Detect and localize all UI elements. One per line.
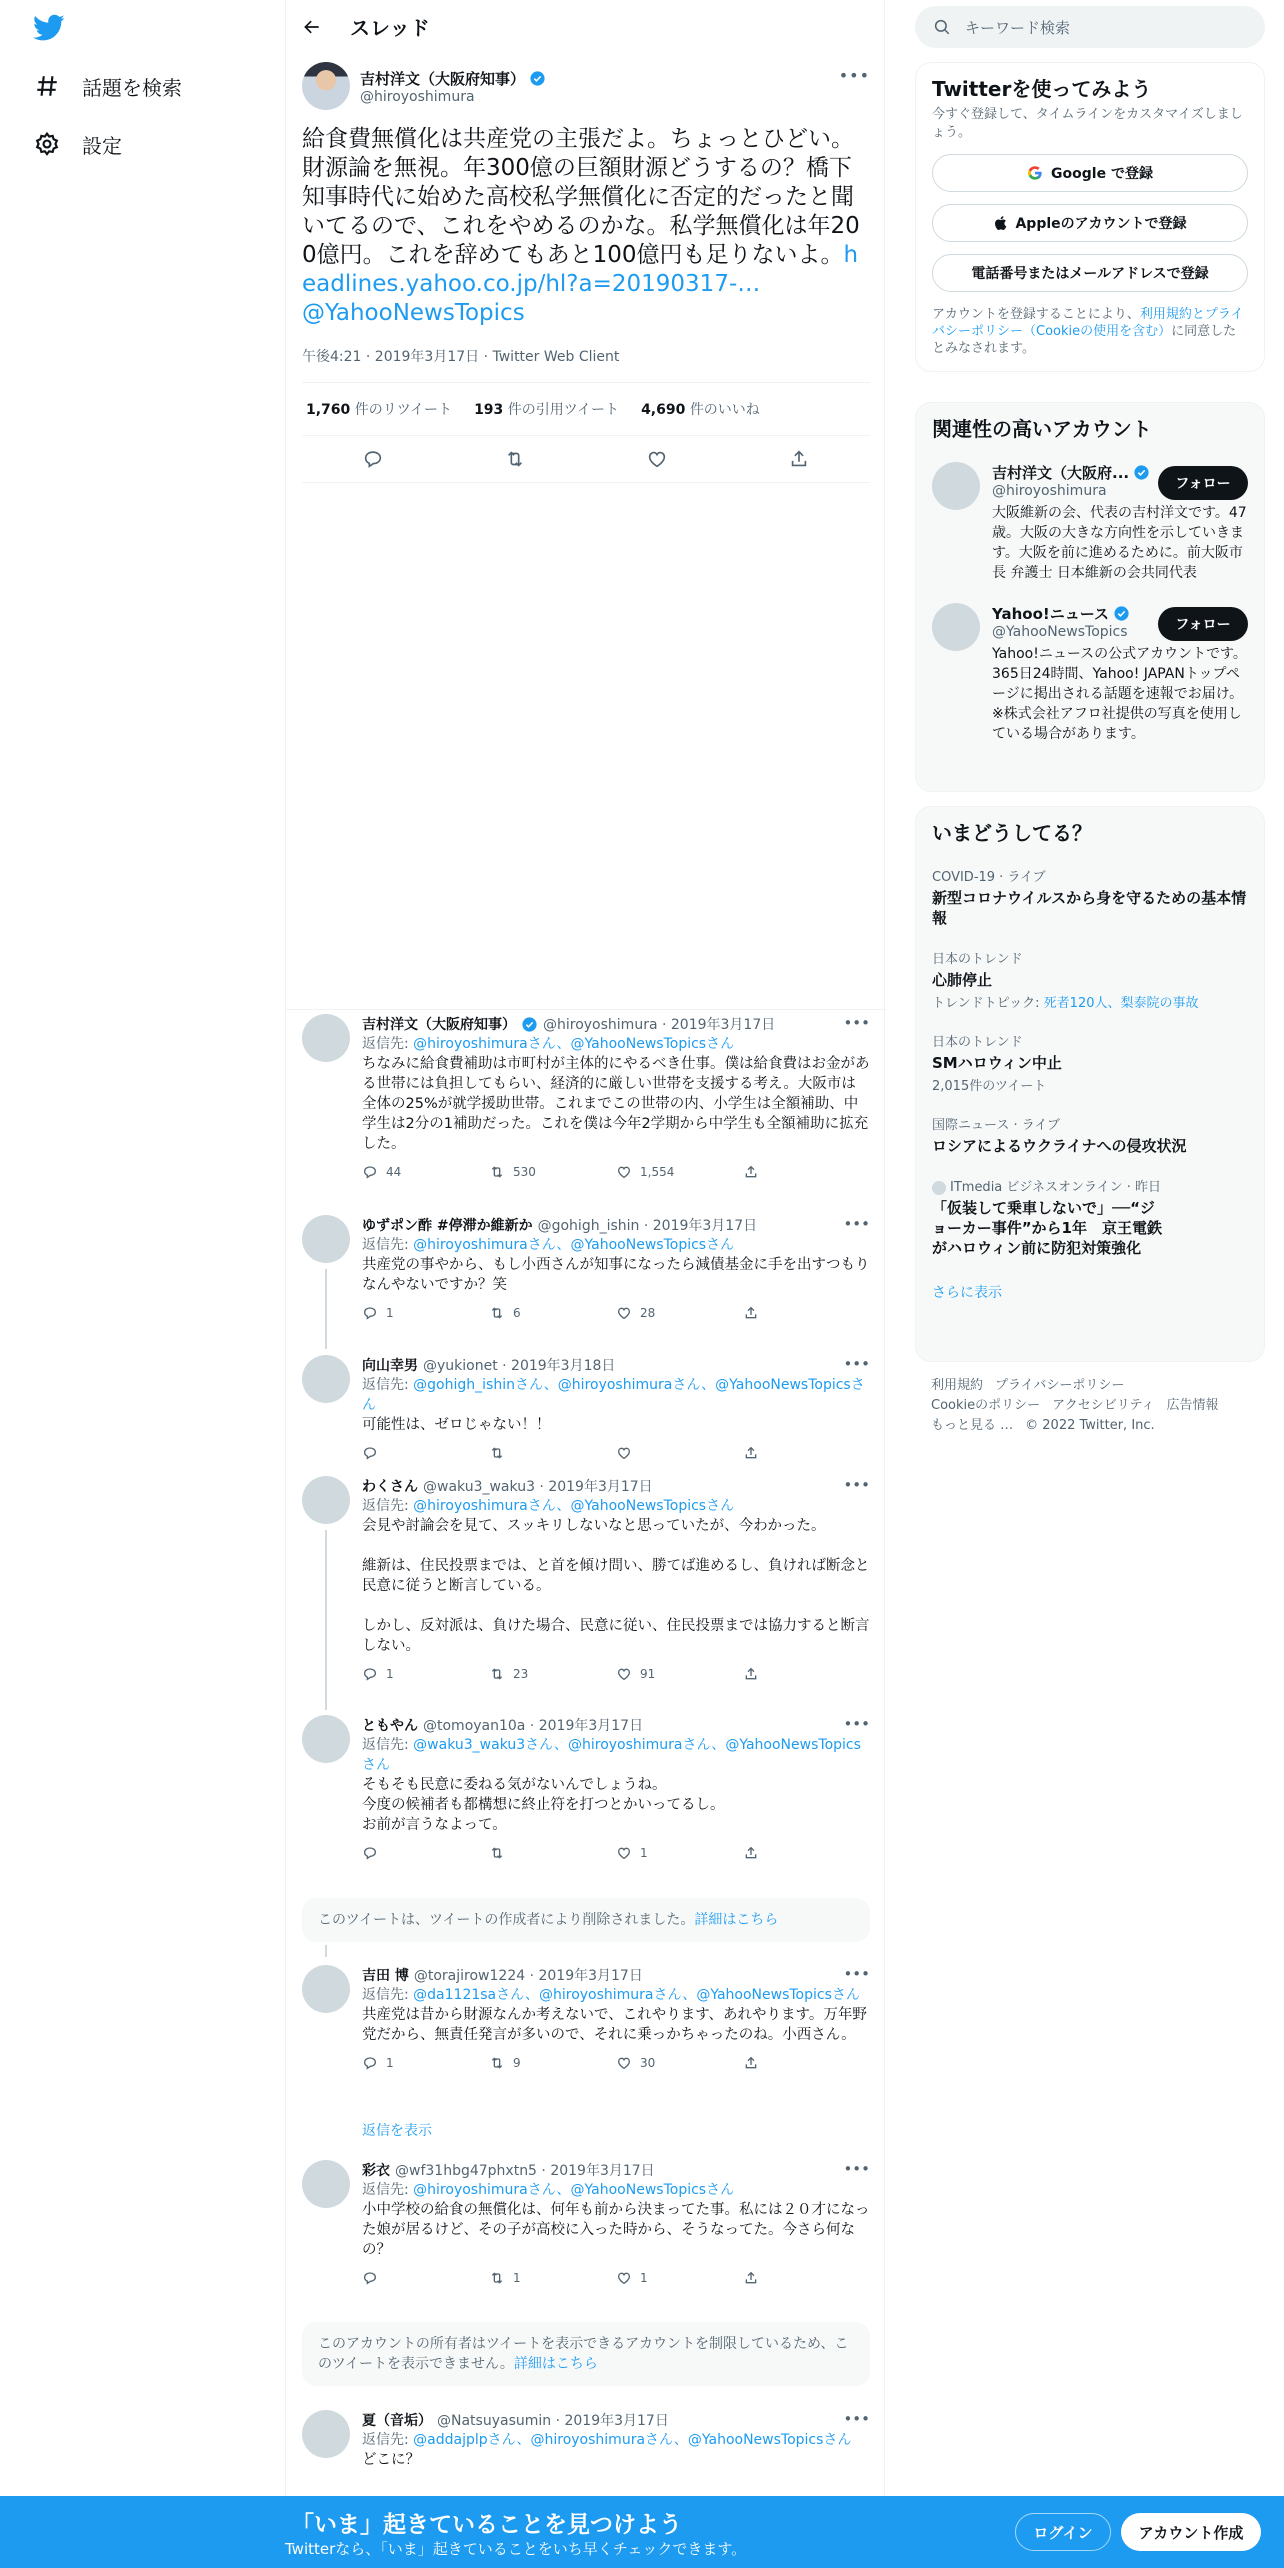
more-options-icon[interactable]: ••• (843, 1965, 870, 1983)
retweet-icon (489, 1666, 505, 1682)
like-button[interactable] (616, 1445, 743, 1461)
retweet-icon (489, 1305, 505, 1321)
footer-link[interactable]: Cookieのポリシー (931, 1398, 1041, 1413)
reply-author-name[interactable]: わくさん (362, 1479, 418, 1495)
reply-tweet[interactable]: 夏（音垢） @Natsuyasumin · 2019年3月17日 ••• 返信先: @addajplpさん、@hiroyoshimuraさん、@YahooNewsTopicsさん どこに？ (286, 2410, 886, 2470)
reply-icon (362, 2055, 378, 2071)
share-icon (743, 1666, 759, 1682)
reply-button[interactable] (362, 1845, 489, 1861)
publisher-avatar (932, 1181, 946, 1195)
share-icon (743, 1845, 759, 1861)
reply-tweet[interactable]: わくさん @waku3_waku3 · 2019年3月17日 ••• 返信先: @hiroyoshimuraさん、@YahooNewsTopicsさん 会見や討論会を見て、スッキリしないなと思っていたが、今わかった。 維新は、住民投票までは、と首を傾け問い、勝てば進めるし、負ければ断念と民意に従うと断言している。 しかし、反対派は、負けた場合、民意に従い、住民投票までは協力すると断言しない。 1 23 91 (286, 1476, 886, 1682)
reply-to-mentions[interactable]: @waku3_waku3さん、@hiroyoshimuraさん、@YahooNewsTopicsさん (362, 1737, 861, 1773)
thread-line (325, 1530, 327, 1710)
avatar[interactable] (302, 1476, 350, 1524)
more-options-icon[interactable]: ••• (843, 1355, 870, 1373)
account-name[interactable]: 吉村洋文（大阪府... (992, 464, 1130, 482)
hashtag-icon (34, 73, 60, 99)
retweet-button[interactable] (489, 1445, 616, 1461)
reply-to-mentions[interactable]: @da1121saさん、@hiroyoshimuraさん、@YahooNewsTopicsさん (413, 1987, 860, 2003)
retweet-button[interactable] (489, 1845, 616, 1861)
quote-count[interactable]: 193 件の引用ツイート (474, 402, 620, 418)
tweet-stats (302, 383, 870, 436)
avatar[interactable] (302, 1715, 350, 1763)
reply-author-name[interactable]: 夏（音垢） (362, 2413, 432, 2429)
reply-actions (362, 2055, 870, 2071)
retweet-button[interactable]: 6 (489, 1305, 616, 1321)
account-name[interactable]: Yahoo!ニュース (992, 605, 1109, 623)
google-signup-button[interactable]: Google で登録 (932, 154, 1248, 192)
reply-tweet[interactable]: 吉村洋文（大阪府知事） @hiroyoshimura · 2019年3月17日 ••• 返信先: @hiroyoshimuraさん、@YahooNewsTopicsさん ちなみに給食費補助は市町村が主体的にやるべき仕事。僕は給食費はお金がある世帯には負担してもらい、経済的に厳しい世帯を支援する考え。大阪市は全体の25%が就学援助世帯。これまでこの世帯の内、小学生は全額補助、中学生は2分の1補助だった。これを僕は今年2学期から中学生も全額補助に拡充した。 44 530 1,554 (286, 1014, 886, 1180)
avatar[interactable] (302, 2410, 350, 2458)
thread-header (286, 0, 884, 53)
reply-text: どこに？ (362, 2452, 420, 2468)
reply-text: 会見や討論会を見て、スッキリしないなと思っていたが、今わかった。 維新は、住民投票までは、と首を傾け問い、勝てば進めるし、負ければ断念と民意に従うと断言している。 しかし、反対派は、負けた場合、民意に従い、住民投票までは協力すると断言しない。 (362, 1518, 870, 1654)
more-options-icon[interactable]: ••• (843, 2410, 870, 2428)
search-icon (933, 18, 951, 36)
account-bio: Yahoo!ニュースの公式アカウントです。365日24時間、Yahoo! JAPANトップページに掲出される話題を速報でお届け。※株式会社アフロ社提供の写真を使用している場合があります。 (992, 646, 1247, 742)
more-options-icon[interactable]: ••• (843, 1215, 870, 1233)
like-icon (616, 2055, 632, 2071)
retweet-icon (489, 2055, 505, 2071)
signup-subtitle: 今すぐ登録して、タイムラインをカスタマイズしましょう。 (932, 107, 1243, 140)
verified-badge-icon (1113, 605, 1130, 622)
show-replies-link[interactable]: 返信を表示 (362, 2123, 432, 2139)
twitter-logo-icon[interactable] (33, 14, 65, 42)
footer-links (931, 1376, 1261, 1436)
footer-link[interactable]: 利用規約 (931, 1378, 984, 1393)
reply-tweet[interactable]: ともやん @tomoyan10a · 2019年3月17日 ••• 返信先: @waku3_waku3さん、@hiroyoshimuraさん、@YahooNewsTopicsさん そもそも民意に委ねる気がないんでしょうね。 今度の候補者も都構想に終止符を打つとかいってるし。 お前が言うなよって。 1 (286, 1715, 886, 1861)
like-icon (616, 1445, 632, 1461)
account-handle[interactable]: @hiroyoshimura (992, 483, 1107, 499)
share-icon (743, 1305, 759, 1321)
reply-to-mentions[interactable]: @hiroyoshimuraさん、@YahooNewsTopicsさん (413, 1498, 735, 1514)
share-button[interactable] (743, 2270, 870, 2286)
tweet-link[interactable]: headlines.yahoo.co.jp/hl?a=20190317-… (302, 242, 859, 297)
tweet-timestamp[interactable]: 午後4:21 · 2019年3月17日 · Twitter Web Client (302, 346, 870, 383)
like-icon (616, 1305, 632, 1321)
like-button[interactable]: 30 (616, 2055, 743, 2071)
share-icon (743, 2270, 759, 2286)
search-input[interactable] (915, 6, 1265, 48)
reply-meta[interactable]: @waku3_waku3 · 2019年3月17日 (423, 1479, 653, 1495)
like-icon (616, 1666, 632, 1682)
reply-author-name[interactable]: 彩衣 (362, 2163, 390, 2179)
learn-more-link[interactable]: 詳細はこちら (513, 2356, 598, 2372)
nav-explore[interactable] (34, 66, 182, 106)
back-arrow-icon[interactable] (302, 17, 322, 37)
retweet-icon (489, 1845, 505, 1861)
reply-text: 共産党は昔から財源なんか考えないで、これやります、あれやります。万年野党だから、無責任発言が多いので、それに乗っかちゃったのね。小西さん。 (362, 2007, 867, 2043)
author-avatar[interactable] (302, 62, 350, 110)
share-icon (743, 1164, 759, 1180)
thread-line (325, 1269, 327, 1349)
footer-link[interactable]: アクセシビリティ (1052, 1398, 1155, 1413)
reply-meta[interactable]: @hiroyoshimura · 2019年3月17日 (543, 1017, 776, 1033)
reply-icon (362, 1445, 378, 1461)
apple-icon (993, 215, 1007, 231)
verified-badge-icon (1133, 464, 1150, 481)
gear-icon (34, 131, 60, 157)
bottom-signup-bar (0, 2496, 1284, 2568)
related-account[interactable] (916, 452, 1264, 593)
trend-item[interactable]: 日本のトレンド 心肺停止 トレンドトピック: 死者120人、梨泰院の事故 (932, 952, 1199, 1011)
reply-actions (362, 1666, 870, 1682)
reply-actions (362, 2270, 870, 2286)
trend-item[interactable]: 日本のトレンド SMハロウィン中止 2,015件のツイート (932, 1035, 1062, 1094)
deleted-tweet-notice: このツイートは、ツイートの作成者により削除されました。詳細はこちら (302, 1898, 870, 1942)
retweet-button[interactable]: 530 (489, 1164, 616, 1180)
like-button[interactable]: 1 (616, 1845, 743, 1861)
verified-badge-icon (521, 1016, 538, 1033)
signup-title: Twitterを使ってみよう (932, 77, 1152, 101)
reply-tweet[interactable]: ゆずポン酢 #停滞か維新か @gohigh_ishin · 2019年3月17日 ••• 返信先: @hiroyoshimuraさん、@YahooNewsTopicsさん 共産党の事やから、もし小西さんが知事になったら減債基金に手を出すつもりなんやないですか？笑 1 6 28 (286, 1215, 886, 1321)
more-options-icon[interactable]: ••• (843, 2160, 870, 2178)
reply-tweet[interactable]: 向山幸男 @yukionet · 2019年3月18日 ••• 返信先: @gohigh_ishinさん、@hiroyoshimuraさん、@YahooNewsTopicsさん 可能性は、ゼロじゃない！！ (286, 1355, 886, 1461)
reply-button[interactable]: 1 (362, 2055, 489, 2071)
trend-item[interactable]: 国際ニュース · ライブ ロシアによるウクライナへの侵攻状況 (932, 1118, 1187, 1155)
more-options-icon[interactable]: ••• (843, 1715, 870, 1733)
related-title: 関連性の高いアカウント (932, 417, 1152, 441)
footer-link[interactable]: プライバシーポリシー (995, 1378, 1125, 1393)
retweet-icon[interactable] (504, 448, 526, 470)
related-accounts-card (915, 402, 1265, 792)
retweet-icon (489, 1445, 505, 1461)
reply-icon (362, 1305, 378, 1321)
share-button[interactable] (743, 1666, 870, 1682)
reply-button[interactable]: 1 (362, 1305, 489, 1321)
copyright: © 2022 Twitter, Inc. (1025, 1418, 1155, 1433)
share-button[interactable] (743, 1305, 870, 1321)
like-icon (616, 1845, 632, 1861)
reply-author-name[interactable]: ゆずポン酢 #停滞か維新か (362, 1218, 533, 1234)
reply-text: そもそも民意に委ねる気がないんでしょうね。 今度の候補者も都構想に終止符を打つとかいってるし。 お前が言うなよって。 (362, 1777, 725, 1833)
reply-meta[interactable]: @Natsuyasumin · 2019年3月17日 (437, 2413, 669, 2429)
reply-to-mentions[interactable]: @gohigh_ishinさん、@hiroyoshimuraさん、@YahooNewsTopicsさん (362, 1377, 865, 1413)
reply-author-name[interactable]: 吉村洋文（大阪府知事） (362, 1017, 516, 1033)
reply-to-mentions[interactable]: @hiroyoshimuraさん、@YahooNewsTopicsさん (413, 2182, 735, 2198)
reply-button[interactable]: 1 (362, 1666, 489, 1682)
reply-button[interactable] (362, 1445, 489, 1461)
retweet-button[interactable]: 1 (489, 2270, 616, 2286)
reply-author-name[interactable]: 吉田 博 (362, 1968, 409, 1984)
like-count[interactable]: 4,690 件のいいね (641, 402, 760, 418)
reply-to-mentions[interactable]: @hiroyoshimuraさん、@YahooNewsTopicsさん (413, 1036, 735, 1052)
trend-item[interactable]: COVID-19 · ライブ 新型コロナウイルスから身を守るための基本情報 (932, 870, 1247, 927)
more-options-icon[interactable]: ••• (843, 1014, 870, 1032)
related-account[interactable] (916, 593, 1264, 754)
reply-meta[interactable]: @wf31hbg47phxtn5 · 2019年3月17日 (395, 2163, 655, 2179)
trend-item[interactable]: ITmedia ビジネスオンライン · 昨日 「仮装して乗車しないで」──“ジョーカー事件”から1年 京王電鉄がハロウィン前に防犯対策強化 (932, 1180, 1162, 1257)
signup-button[interactable]: アカウント作成 (1121, 2513, 1261, 2551)
share-button[interactable] (743, 1845, 870, 1861)
reply-icon[interactable] (362, 448, 384, 470)
share-icon (743, 1445, 759, 1461)
learn-more-link[interactable]: 詳細はこちら (694, 1912, 779, 1928)
reply-icon (362, 1666, 378, 1682)
reply-button[interactable] (362, 2270, 489, 2286)
retweet-icon (489, 1164, 505, 1180)
follow-button[interactable]: フォロー (1158, 466, 1248, 500)
reply-meta[interactable]: @torajirow1224 · 2019年3月17日 (413, 1968, 643, 1984)
tweet-mention[interactable]: @YahooNewsTopics (302, 300, 525, 326)
signup-card (915, 62, 1265, 372)
share-button[interactable] (743, 1164, 870, 1180)
reply-text: ちなみに給食費補助は市町村が主体的にやるべき仕事。僕は給食費はお金がある世帯には負担してもらい、経済的に厳しい世帯を支援する考え。大阪市は全体の25%が就学援助世帯。これまでこの世帯の内、小学生は全額補助、中学生は2分の1補助だった。これを僕は今年2学期から中学生も全額補助に拡充した。 (362, 1056, 870, 1152)
reply-author-name[interactable]: ともやん (362, 1718, 418, 1734)
avatar[interactable] (302, 1965, 350, 2013)
page-title: スレッド (350, 16, 430, 40)
reply-icon (362, 2270, 378, 2286)
account-handle[interactable]: @YahooNewsTopics (992, 624, 1128, 640)
google-icon (1027, 165, 1043, 181)
share-icon[interactable] (788, 448, 810, 470)
retweet-icon (489, 2270, 505, 2286)
main-tweet (302, 62, 870, 483)
avatar[interactable] (302, 2160, 350, 2208)
apple-signup-button[interactable]: Appleのアカウントで登録 (932, 204, 1248, 242)
reply-author-name[interactable]: 向山幸男 (362, 1358, 418, 1374)
reply-to-mentions[interactable]: @addajplpさん、@hiroyoshimuraさん、@YahooNewsTopicsさん (413, 2432, 852, 2448)
reply-icon (362, 1164, 378, 1180)
reply-button[interactable]: 44 (362, 1164, 489, 1180)
show-more-link[interactable]: さらに表示 (932, 1285, 1002, 1301)
reply-meta[interactable]: @tomoyan10a · 2019年3月17日 (423, 1718, 644, 1734)
account-bio: 大阪維新の会、代表の吉村洋文です。47歳。大阪の大きな方向性を示していきます。大阪を前に進めるために。前大阪市長 弁護士 日本維新の会共同代表 (992, 505, 1247, 581)
retweet-count[interactable]: 1,760 件のリツイート (306, 402, 453, 418)
like-button[interactable]: 91 (616, 1666, 743, 1682)
signup-legal-text: アカウントを登録することにより、利用規約とプライバシーポリシー（Cookieの使用を含む）に同意したとみなされます。 (932, 307, 1244, 356)
reply-to-mentions[interactable]: @hiroyoshimuraさん、@YahooNewsTopicsさん (413, 1237, 735, 1253)
avatar[interactable] (302, 1215, 350, 1263)
reply-tweet[interactable]: 吉田 博 @torajirow1224 · 2019年3月17日 ••• 返信先: @da1121saさん、@hiroyoshimuraさん、@YahooNewsTopicsさん 共産党は昔から財源なんか考えないで、これやります、あれやります。万年野党だから、無責任発言が多いので、それに乗っかちゃったのね。小西さん。 1 9 30 (286, 1965, 886, 2071)
reply-text: 可能性は、ゼロじゃない！！ (362, 1417, 551, 1433)
trends-card (915, 806, 1265, 1362)
author-handle[interactable]: @hiroyoshimura (360, 88, 475, 105)
share-button[interactable] (743, 2055, 870, 2071)
thread-line (325, 1945, 327, 1957)
left-nav (0, 0, 285, 2568)
retweet-button[interactable]: 23 (489, 1666, 616, 1682)
search-placeholder: キーワード検索 (965, 18, 1071, 37)
like-icon (616, 1164, 632, 1180)
retweet-button[interactable]: 9 (489, 2055, 616, 2071)
reply-text: 共産党の事やから、もし小西さんが知事になったら減債基金に手を出すつもりなんやないですか？笑 (362, 1257, 870, 1293)
reply-tweet[interactable]: 彩衣 @wf31hbg47phxtn5 · 2019年3月17日 ••• 返信先: @hiroyoshimuraさん、@YahooNewsTopicsさん 小中学校の給食の無償化は、何年も前から決まってた事。私には２０才になった娘が居るけど、その子が高校に入った時から、そうなってた。今さら何なの？ 1 1 (286, 2160, 886, 2286)
more-options-icon[interactable]: ••• (843, 1476, 870, 1494)
tweet-text: 給食費無償化は共産党の主張だよ。ちょっとひどい。財源論を無視。年300億の巨額財源どうするの？橋下知事時代に始めた高校私学無償化に否定的だったと聞いてるので、これをやめるのかな。私学無償化は年200億円。これを辞めてもあと100億円も足りないよ。headlines.yahoo.co.jp/hl?a=20190317-… @YahooNewsTopics (302, 126, 860, 326)
share-icon (743, 2055, 759, 2071)
media-placeholder (286, 480, 886, 1010)
main-column (285, 0, 885, 2568)
reply-actions (362, 1305, 870, 1321)
like-button[interactable]: 28 (616, 1305, 743, 1321)
author-name[interactable]: 吉村洋文（大阪府知事） (360, 69, 526, 88)
phone-email-signup-button[interactable]: 電話番号またはメールアドレスで登録 (932, 254, 1248, 292)
avatar[interactable] (932, 462, 980, 510)
follow-button[interactable]: フォロー (1158, 607, 1248, 641)
avatar[interactable] (302, 1355, 350, 1403)
more-options-icon[interactable]: ••• (838, 66, 870, 85)
login-button[interactable]: ログイン (1015, 2513, 1111, 2551)
footer-link[interactable]: 広告情報 (1166, 1398, 1219, 1413)
share-button[interactable] (743, 1445, 870, 1461)
bottom-bar-headline: 「いま」起きていることを見つけよう (291, 2512, 682, 2538)
reply-icon (362, 1845, 378, 1861)
reply-actions (362, 1845, 870, 1861)
like-button[interactable]: 1,554 (616, 1164, 743, 1180)
like-button[interactable]: 1 (616, 2270, 743, 2286)
nav-settings-label: 設定 (82, 133, 122, 158)
like-icon[interactable] (646, 448, 668, 470)
bottom-bar-subtitle: Twitterなら、「いま」起きていることをいち早くチェックできます。 (285, 2540, 747, 2558)
footer-link[interactable]: もっと見る … (931, 1418, 1014, 1433)
nav-explore-label: 話題を検索 (82, 75, 182, 100)
verified-badge-icon (529, 70, 546, 87)
reply-meta[interactable]: @gohigh_ishin · 2019年3月17日 (537, 1218, 758, 1234)
avatar[interactable] (302, 1014, 350, 1062)
restricted-tweet-notice: このアカウントの所有者はツイートを表示できるアカウントを制限しているため、このツイートを表示できません。詳細はこちら (302, 2322, 870, 2386)
reply-text: 小中学校の給食の無償化は、何年も前から決まってた事。私には２０才になった娘が居るけど、その子が高校に入った時から、そうなってた。今さら何なの？ (362, 2202, 870, 2258)
trends-title: いまどうしてる？ (932, 821, 1092, 845)
reply-meta[interactable]: @yukionet · 2019年3月18日 (423, 1358, 616, 1374)
avatar[interactable] (932, 603, 980, 651)
tweet-actions (302, 436, 870, 483)
nav-settings[interactable] (34, 124, 122, 164)
reply-actions (362, 1445, 870, 1461)
reply-actions (362, 1164, 870, 1180)
terms-link[interactable]: 利用規約とプライバシーポリシー（Cookieの使用を含む） (932, 307, 1244, 339)
like-icon (616, 2270, 632, 2286)
